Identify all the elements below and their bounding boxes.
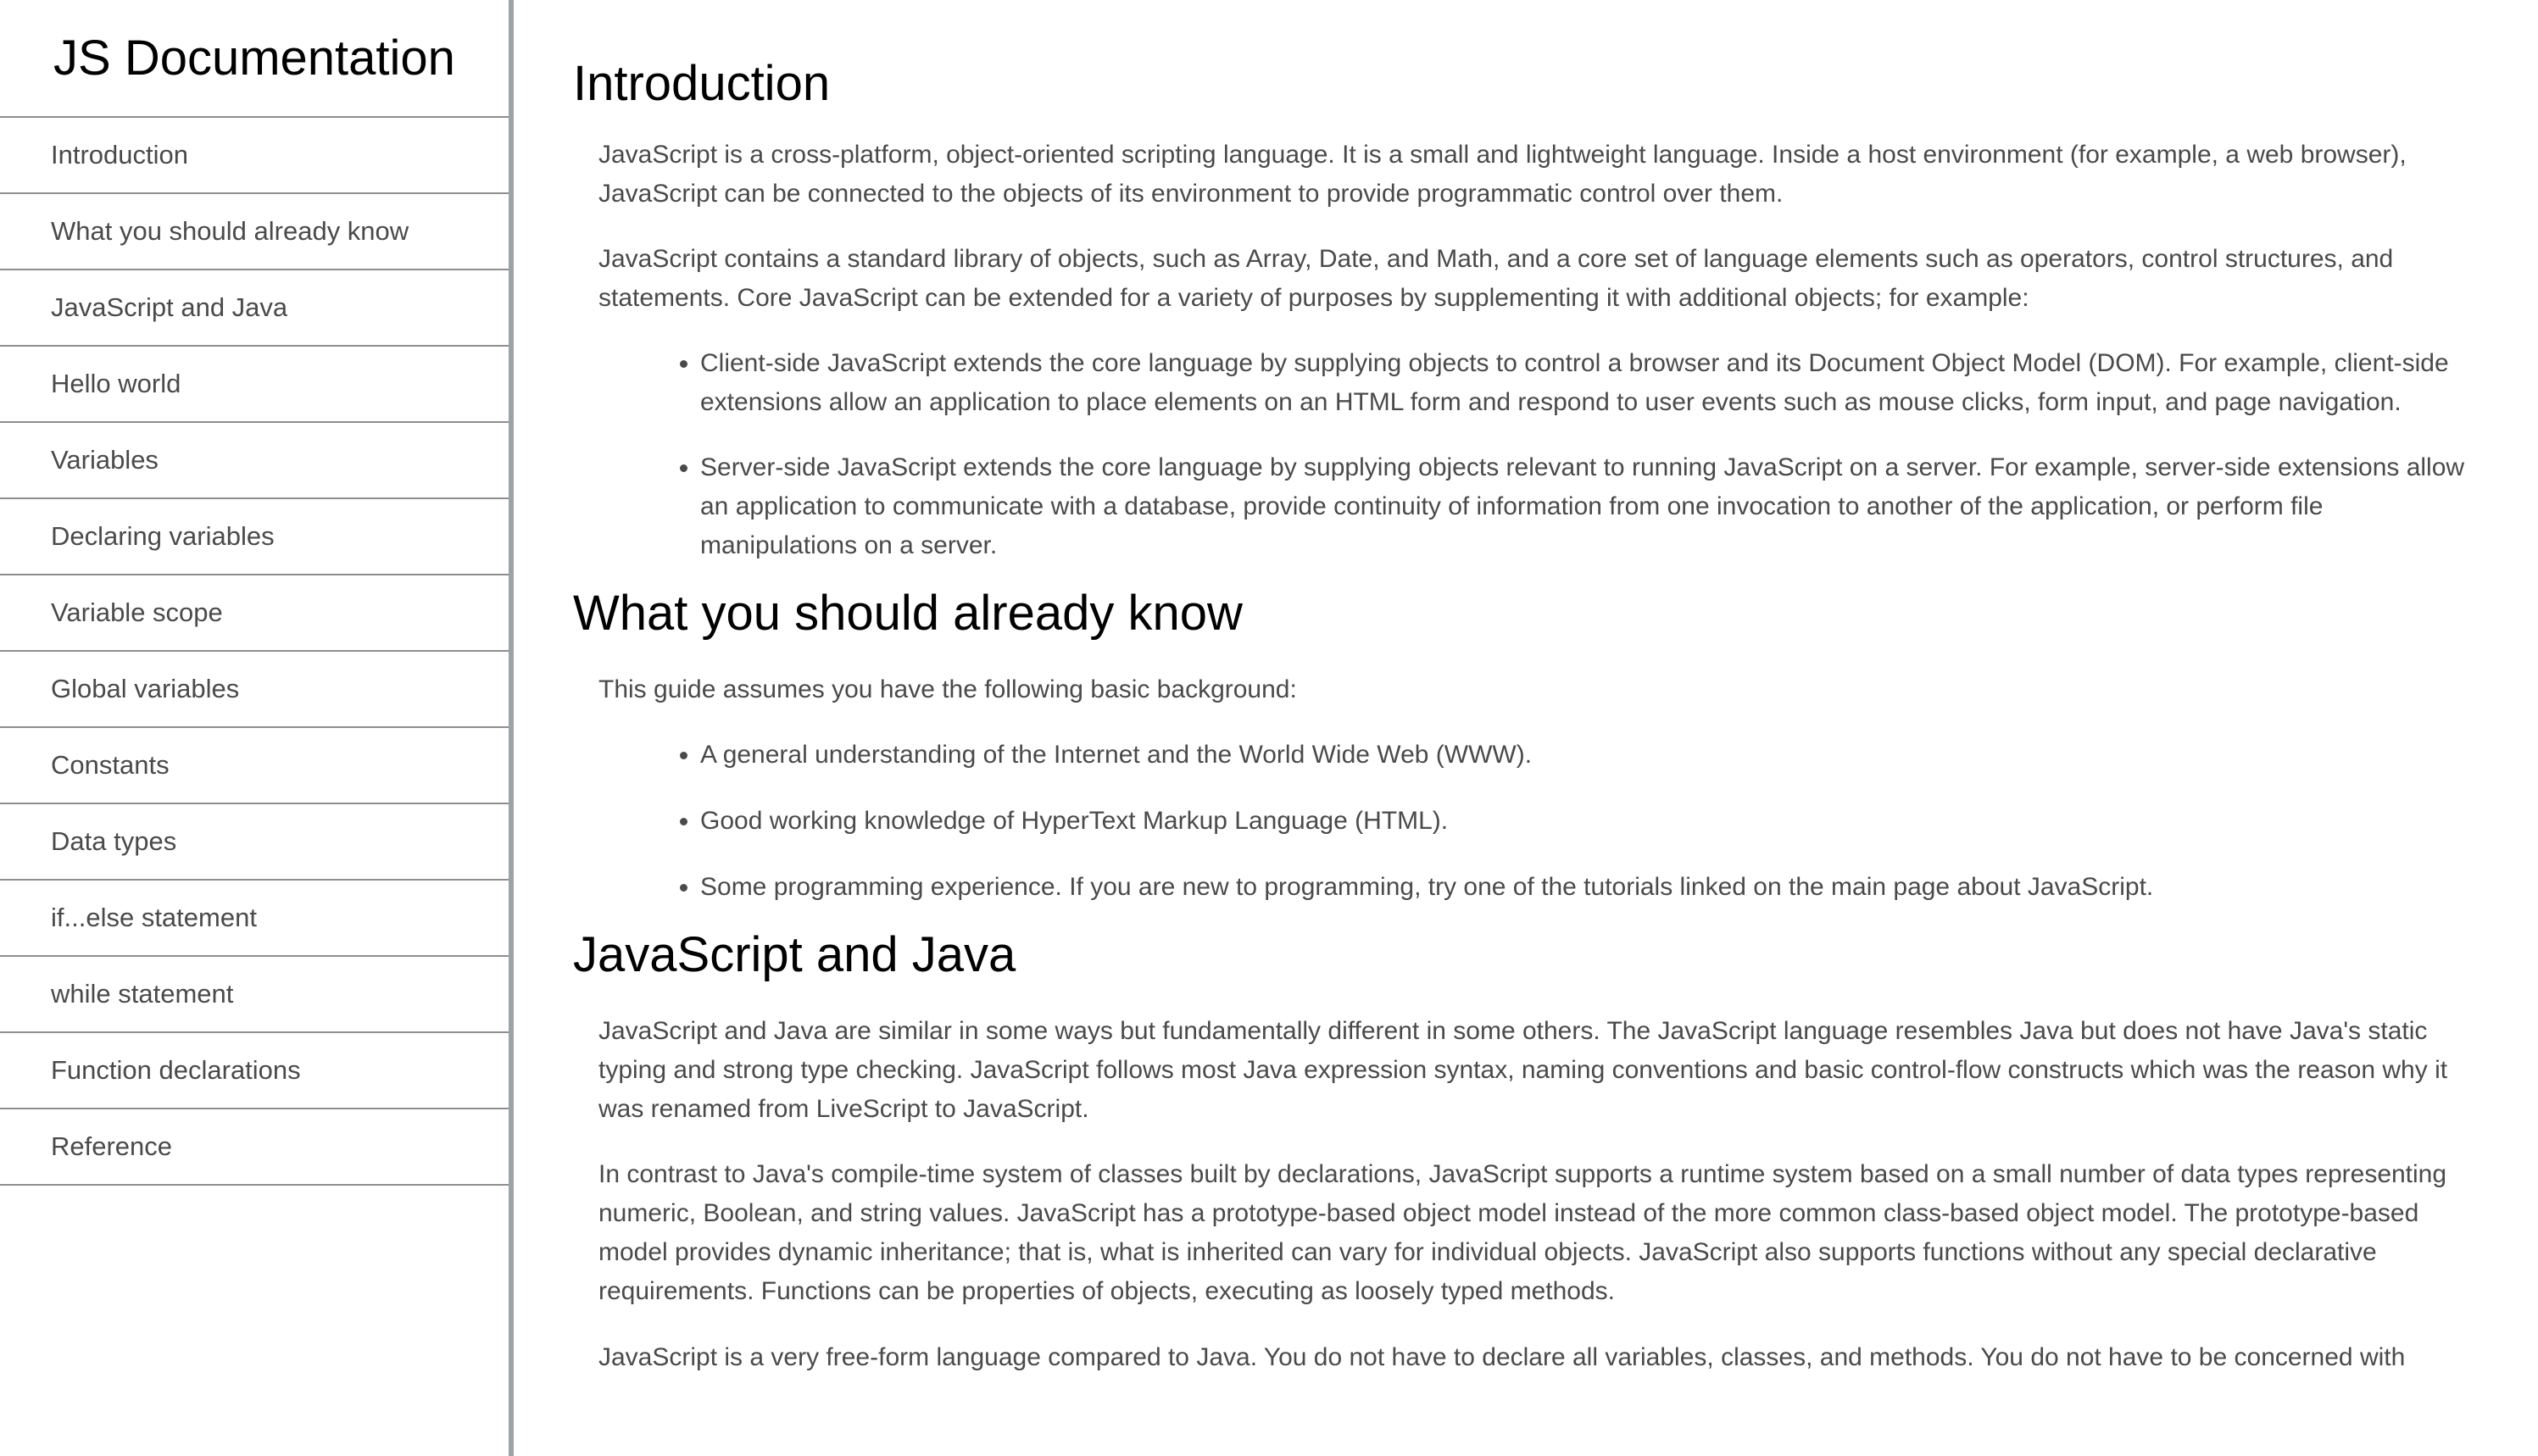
section-title-javascript-and-java: JavaScript and Java (573, 927, 1016, 982)
paragraph: This guide assumes you have the following basic background: (598, 675, 1297, 703)
section-body-what-you-should-already-know (573, 670, 2485, 907)
section-title-what-you-should-already-know: What you should already know (573, 586, 1243, 641)
paragraph: JavaScript and Java are similar in some ways but fundamentally different in some others. The JavaScript language resembles Java but does not have Java's static typing and strong type checking. JavaScript follows most Java expression syntax, naming conventions and basic control-flow constructs which was the reason why it was renamed from LiveScript to JavaScript. (598, 1017, 2448, 1123)
section-introduction (573, 0, 2485, 565)
bullet-list (598, 736, 2485, 907)
nav-link-introduction[interactable]: Introduction (0, 118, 509, 194)
section-javascript-and-java (573, 925, 2485, 1377)
nav-link-constants[interactable]: Constants (0, 728, 509, 804)
nav-title: JS Documentation (0, 0, 509, 118)
list-item: • Some programming experience. If you are new to programming, try one of the tutorials linked on the main page about JavaScript. (700, 868, 2485, 907)
section-body-introduction (573, 136, 2485, 565)
nav-link-while-statement[interactable]: while statement (0, 957, 509, 1033)
nav-link-variable-scope[interactable]: Variable scope (0, 575, 509, 652)
paragraph: JavaScript is a very free-form language compared to Java. You do not have to declare all variables, classes, and methods. You do not have to be concerned with (598, 1343, 2406, 1371)
nav-link-reference[interactable]: Reference (0, 1109, 509, 1186)
nav-link-javascript-and-java[interactable]: JavaScript and Java (0, 270, 509, 347)
nav-link-if-else-statement[interactable]: if...else statement (0, 881, 509, 957)
nav-link-variables[interactable]: Variables (0, 423, 509, 499)
nav-link-declaring-variables[interactable]: Declaring variables (0, 499, 509, 575)
paragraph: JavaScript is a cross-platform, object-oriented scripting language. It is a small and lightweight language. Inside a host environment (for example, a web browser), JavaScript can be connected to the objects of its environment to provide programmatic control over them. (598, 141, 2407, 208)
nav-link-global-variables[interactable]: Global variables (0, 652, 509, 728)
sidebar-nav (0, 0, 514, 1456)
list-item: • A general understanding of the Internet and the World Wide Web (WWW). (700, 736, 2485, 775)
section-what-you-should-already-know (573, 584, 2485, 907)
list-item: • Client-side JavaScript extends the core language by supplying objects to control a browser and its Document Object Model (DOM). For example, client-side extensions allow an application to place elements on an HTML form and respond to user events such as mouse clicks, form input, and page navigation. (700, 344, 2485, 422)
paragraph: In contrast to Java's compile-time system of classes built by declarations, JavaScript supports a runtime system based on a small number of data types representing numeric, Boolean, and string values. JavaScript has a prototype-based object model instead of the more common class-based object model. The prototype-based model provides dynamic inheritance; that is, what is inherited can vary for individual objects. JavaScript also supports functions without any special declarative requirements. Functions can be properties of objects, executing as loosely typed methods. (598, 1160, 2447, 1305)
nav-link-what-you-should-already-know[interactable]: What you should already know (0, 194, 509, 270)
paragraph: JavaScript contains a standard library of objects, such as Array, Date, and Math, and a core set of language elements such as operators, control structures, and statements. Core JavaScript can be extended for a variety of purposes by supplementing it with additional objects; for example: (598, 245, 2394, 312)
nav-list (0, 118, 509, 1186)
section-title-introduction: Introduction (573, 56, 831, 111)
nav-link-data-types[interactable]: Data types (0, 804, 509, 881)
section-body-javascript-and-java (573, 1012, 2485, 1377)
list-item: • Good working knowledge of HyperText Markup Language (HTML). (700, 802, 2485, 841)
nav-link-hello-world[interactable]: Hello world (0, 347, 509, 423)
main-doc (573, 0, 2485, 1456)
nav-link-function-declarations[interactable]: Function declarations (0, 1033, 509, 1109)
list-item: • Server-side JavaScript extends the core language by supplying objects relevant to running JavaScript on a server. For example, server-side extensions allow an application to communicate with a database, provide continuity of information from one invocation to another of the application, or perform file manipulations on a server. (700, 448, 2485, 565)
bullet-list (598, 344, 2485, 565)
